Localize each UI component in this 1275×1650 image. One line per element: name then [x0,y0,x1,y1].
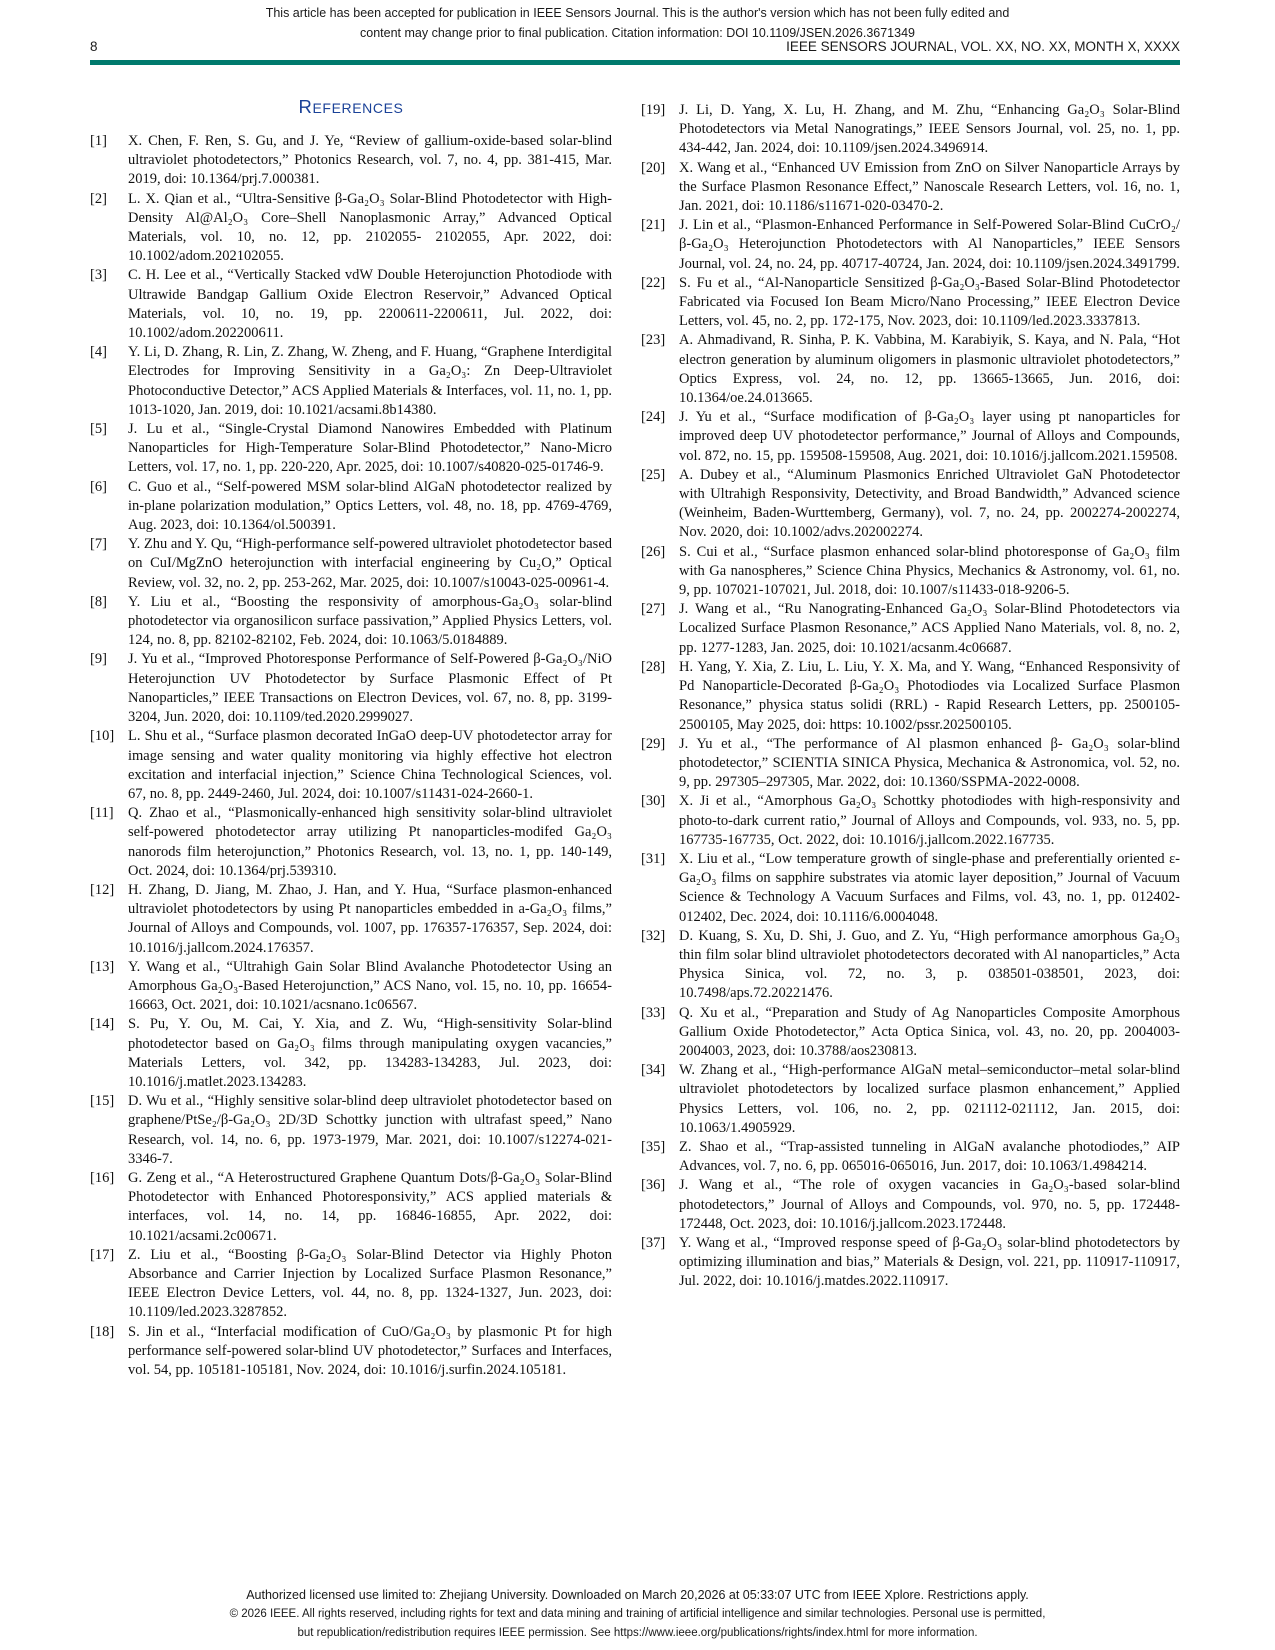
reference-number: [19] [641,102,666,118]
reference-number: [34] [641,1062,666,1079]
reference-text: S. Fu et al., “Al-Nanoparticle Sensitized β-Ga₂O₃-Based Solar-Blind Photodetector Fabricated via Focused Ion Beam Micro/Nano Processing,” IEEE Electron Device Letters, vol. 45, no. 2, pp. 172-175, Nov. 2023, doi: 10.1109/led.2023.3337813. [679,274,1180,330]
reference-text: J. Yu et al., “The performance of Al plasmon enhanced β- Ga₂O₃ solar-blind photodetector,” SCIENTIA SINICA Physica, Mechanica & Astronomica, vol. 52, no. 9, pp. 297305–297305, Mar. 2022, doi: 10.1360/SSPMA-2022-0008. [679,735,1180,791]
reference-item [90,1092,612,1169]
reference-text: C. H. Lee et al., “Vertically Stacked vdW Double Heterojunction Photodiode with Ultrawide Bandgap Gallium Oxide Electron Reservoir,” Advanced Optical Materials, vol. 10, no. 19, pp. 2200611-2200611, Jul. 2022, doi: 10.1002/adom.202200611. [128,267,612,342]
reference-text: Y. Zhu and Y. Qu, “High-performance self-powered ultraviolet photodetector based on CuI/MgZnO heterojunction with interfacial engineering by Cu₂O,” Optical Review, vol. 32, no. 2, pp. 253-262, Mar. 2025, doi: 10.1007/s10043-025-00961-4. [128,536,612,591]
reference-item [90,727,612,804]
reference-number: [29] [641,735,666,752]
reference-text: H. Zhang, D. Jiang, M. Zhao, J. Han, and Y. Hua, “Surface plasmon-enhanced ultraviolet photodetectors by using Pt nanoparticles embedded in a-Ga₂O₃ films,” Journal of Alloys and Compounds, vol. 1007, pp. 176357-176357, Sep. 2024, doi: 10.1016/j.jallcom.2024.176357. [128,881,612,956]
reference-number: [31] [641,850,666,867]
references-column-left [90,96,612,1380]
references-list-right [641,101,1180,1292]
reference-item [641,658,1180,735]
reference-item [641,159,1180,217]
reference-text: J. Wang et al., “The role of oxygen vacancies in Ga₂O₃-based solar-blind photodetectors,” Journal of Alloys and Compounds, vol. 970, no. 5, pp. 172448-172448, Oct. 2023, doi: 10.1016/j.jallcom.2023.172448. [679,1177,1180,1232]
reference-item [90,478,612,536]
reference-item [641,1004,1180,1062]
reference-number: [25] [641,466,666,483]
reference-number: [21] [641,217,666,234]
reference-number: [24] [641,409,666,426]
reference-text: Q. Zhao et al., “Plasmonically-enhanced high sensitivity solar-blind ultraviolet self-powered photodetector array utilizing Pt nanoparticles-modifed Ga₂O₃ nanorods film heterojunction,” Photonics Research, vol. 13, no. 1, pp. 140-149, Oct. 2024, doi: 10.1364/prj.539310. [128,805,612,879]
reference-item [641,1176,1180,1234]
reference-item [90,343,612,420]
reference-number: [33] [641,1004,666,1021]
reference-text: X. Chen, F. Ren, S. Gu, and J. Ye, “Review of gallium-oxide-based solar-blind ultraviolet photodetectors,” Photonics Research, vol. 7, no. 4, pp. 381-415, Mar. 2019, doi: 10.1364/prj.7.000381. [128,133,612,188]
reference-text: A. Dubey et al., “Aluminum Plasmonics Enriched Ultraviolet GaN Photodetector with Ultrahigh Responsivity, Detectivity, and Broad Bandwidth,” Advanced science (Weinheim, Baden-Wurttemberg, Germany), vol. 7, no. 24, pp. 2002274-2002274, Nov. 2020, doi: 10.1002/advs.202002274. [679,466,1180,541]
reference-item [90,420,612,478]
reference-item [641,1138,1180,1176]
reference-item [90,190,612,267]
reference-number: [26] [641,543,666,560]
reference-number: [13] [90,958,115,975]
reference-number: [9] [90,651,107,668]
reference-item [641,274,1180,332]
reference-number: [18] [90,1323,115,1340]
reference-text: Y. Liu et al., “Boosting the responsivity of amorphous-Ga₂O₃ solar-blind photodetector via organosilicon surface passivation,” Applied Physics Letters, vol. 124, no. 8, pp. 82102-82102, Feb. 2024, doi: 10.1063/5.0184889. [128,593,612,649]
page-header [90,39,1180,54]
journal-header: IEEE SENSORS JOURNAL, VOL. XX, NO. XX, MONTH X, XXXX [786,39,1180,54]
reference-number: [28] [641,658,666,675]
reference-text: X. Wang et al., “Enhanced UV Emission from ZnO on Silver Nanoparticle Arrays by the Surface Plasmon Resonance Effect,” Nanoscale Research Letters, vol. 16, no. 1, Jan. 2021, doi: 10.1186/s11671-020-03470-2. [679,159,1180,215]
reference-item [641,331,1180,408]
reference-text: S. Pu, Y. Ou, M. Cai, Y. Xia, and Z. Wu, “High-sensitivity Solar-blind photodetector based on Ga₂O₃ films through manipulating oxygen vacancies,” Materials Letters, vol. 342, pp. 134283-134283, Jul. 2023, doi: 10.1016/j.matlet.2023.134283. [128,1016,612,1090]
reference-number: [35] [641,1138,666,1155]
reference-item [641,408,1180,466]
reference-item [641,735,1180,793]
reference-number: [2] [90,190,107,207]
reference-item [90,1323,612,1381]
reference-item [90,535,612,593]
reference-text: J. Wang et al., “Ru Nanograting-Enhanced Ga₂O₃ Solar-Blind Photodetectors via Localized Surface Plasmon Resonance,” ACS Applied Nano Materials, vol. 8, no. 2, pp. 1277-1283, Jan. 2025, doi: 10.1021/acsanm.4c06687. [679,601,1180,656]
reference-number: [1] [90,133,107,149]
reference-text: H. Yang, Y. Xia, Z. Liu, L. Liu, Y. X. Ma, and Y. Wang, “Enhanced Responsivity of Pd Nanoparticle-Decorated β-Ga₂O₃ Photodiodes via Localized Surface Plasmon Resonance,” physica status solidi (RRL) - Rapid Research Letters, pp. 2500105-2500105, May 2025, doi: https: 10.1002/pssr.202500105. [679,658,1180,733]
reference-number: [8] [90,593,107,610]
reference-text: X. Liu et al., “Low temperature growth of single-phase and preferentially oriented ε-Ga₂O₃ films on sapphire substrates via atomic layer deposition,” Journal of Vacuum Science & Technology A Vacuum Surfaces and Films, vol. 43, no. 1, pp. 012402-012402, Dec. 2024, doi: 10.1116/6.0004048. [679,850,1180,925]
reference-text: D. Kuang, S. Xu, D. Shi, J. Guo, and Z. Yu, “High performance amorphous Ga₂O₃ thin film solar blind ultraviolet photodetectors decorated with Al nanoparticles,” Acta Physica Sinica, vol. 72, no. 3, p. 038501-038501, 2023, doi: 10.7498/aps.72.20221476. [679,927,1180,1002]
reference-text: Y. Wang et al., “Ultrahigh Gain Solar Blind Avalanche Photodetector Using an Amorphous Ga₂O₃-Based Heterojunction,” ACS Nano, vol. 15, no. 10, pp. 16654-16663, Oct. 2021, doi: 10.1021/acsnano.1c06567. [128,958,612,1014]
reference-number: [10] [90,728,115,745]
reference-text: D. Wu et al., “Highly sensitive solar-blind deep ultraviolet photodetector based on graphene/PtSe₂/β-Ga₂O₃ 2D/3D Schottky junction with ultrafast speed,” Nano Research, vol. 14, no. 6, pp. 1973-1979, Mar. 2021, doi: 10.1007/s12274-021-3346-7. [128,1093,612,1167]
reference-text: J. Lin et al., “Plasmon-Enhanced Performance in Self-Powered Solar-Blind CuCrO₂/β-Ga₂O₃ Heterojunction Photodetectors with Al Nanoparticles,” IEEE Sensors Journal, vol. 24, no. 24, pp. 40717-40724, Jan. 2024, doi: 10.1109/jsen.2024.3491799. [679,217,1180,272]
reference-item [641,850,1180,927]
reference-number: [32] [641,927,666,944]
reference-text: Y. Wang et al., “Improved response speed of β-Ga₂O₃ solar-blind photodetectors by optimizing illumination and bias,” Materials & Design, vol. 221, pp. 110917-110917, Jul. 2022, doi: 10.1016/j.matdes.2022.110917. [679,1234,1180,1290]
reference-text: J. Lu et al., “Single-Crystal Diamond Nanowires Embedded with Platinum Nanoparticles for High-Temperature Solar-Blind Photodetector,” Nano-Micro Letters, vol. 17, no. 1, pp. 220-220, Apr. 2025, doi: 10.1007/s40820-025-01746-9. [128,421,612,476]
page-footer [0,1585,1275,1643]
reference-number: [5] [90,421,107,438]
acceptance-notice-line2: content may change prior to final publication. Citation information: DOI 10.1109/JSEN.2026.3671349 [360,26,915,40]
reference-item [90,1246,612,1323]
reference-number: [30] [641,793,666,810]
reference-item [90,1169,612,1246]
footer-permission-line: but republication/redistribution requires IEEE permission. See https://www.ieee.org/publications/rights/index.html for more information. [297,1627,978,1639]
reference-text: G. Zeng et al., “A Heterostructured Graphene Quantum Dots/β-Ga₂O₃ Solar-Blind Photodetector with Enhanced Photoresponsivity,” ACS applied materials & interfaces, vol. 14, no. 14, pp. 16846-16855, Apr. 2022, doi: 10.1021/acsami.2c00671. [128,1169,612,1244]
reference-text: Q. Xu et al., “Preparation and Study of Ag Nanoparticles Composite Amorphous Gallium Oxide Photodetector,” Acta Optica Sinica, vol. 43, no. 20, pp. 2004003-2004003, 2023, doi: 10.3788/aos230813. [679,1004,1180,1059]
reference-item [90,593,612,651]
reference-number: [36] [641,1177,666,1194]
reference-number: [16] [90,1169,115,1186]
reference-number: [12] [90,881,115,898]
reference-text: Y. Li, D. Zhang, R. Lin, Z. Zhang, W. Zheng, and F. Huang, “Graphene Interdigital Electrodes for Improving Sensitivity in a Ga₂O₃: Zn Deep-Ultraviolet Photoconductive Detector,” ACS Applied Materials & Interfaces, vol. 11, no. 1, pp. 1013-1020, Jan. 2019, doi: 10.1021/acsami.8b14380. [128,344,612,418]
reference-item [641,466,1180,543]
reference-item [90,132,612,190]
reference-number: [17] [90,1246,115,1263]
reference-item [90,650,612,727]
reference-text: J. Li, D. Yang, X. Lu, H. Zhang, and M. Zhu, “Enhancing Ga₂O₃ Solar-Blind Photodetectors via Metal Nanogratings,” IEEE Sensors Journal, vol. 25, no. 1, pp. 434-442, Jan. 2024, doi: 10.1109/jsen.2024.3496914. [679,102,1180,157]
reference-number: [7] [90,536,107,553]
header-rule [90,60,1180,65]
reference-text: C. Guo et al., “Self-powered MSM solar-blind AlGaN photodetector realized by in-plane polarization modulation,” Optics Letters, vol. 48, no. 18, pp. 4769-4769, Aug. 2023, doi: 10.1364/ol.500391. [128,478,612,534]
footer-license-line: Authorized licensed use limited to: Zhejiang University. Downloaded on March 20,2026 at 05:33:07 UTC from IEEE Xplore. Restrictions apply. [246,1588,1029,1602]
reference-text: X. Ji et al., “Amorphous Ga₂O₃ Schottky photodiodes with high-responsivity and photo-to-dark current ratio,” Journal of Alloys and Compounds, vol. 933, no. 5, pp. 167735-167735, Oct. 2022, doi: 10.1016/j.jallcom.2022.167735. [679,793,1180,848]
reference-text: A. Ahmadivand, R. Sinha, P. K. Vabbina, M. Karabiyik, S. Kaya, and N. Pala, “Hot electron generation by aluminum oligomers in plasmonic ultraviolet photodetectors,” Optics Express, vol. 24, no. 12, pp. 13665-13665, Jun. 2016, doi: 10.1364/oe.24.013665. [679,332,1180,407]
reference-item [641,792,1180,850]
reference-number: [4] [90,344,107,361]
references-list-left [90,132,612,1380]
reference-text: J. Yu et al., “Surface modification of β-Ga₂O₃ layer using pt nanoparticles for improved deep UV photodetector performance,” Journal of Alloys and Compounds, vol. 872, no. 15, pp. 159508-159508, Aug. 2021, doi: 10.1016/j.jallcom.2021.159508. [679,409,1180,464]
reference-item [641,216,1180,274]
reference-item [641,600,1180,658]
reference-text: Z. Shao et al., “Trap-assisted tunneling in AlGaN avalanche photodiodes,” AIP Advances, vol. 7, no. 6, pp. 065016-065016, Jun. 2017, doi: 10.1063/1.4984214. [679,1138,1180,1175]
reference-item [90,804,612,881]
reference-item [90,958,612,1016]
reference-item [90,1015,612,1092]
references-column-right [641,101,1180,1292]
reference-item [641,543,1180,601]
reference-number: [27] [641,601,666,618]
reference-number: [11] [90,805,114,822]
reference-item [641,1234,1180,1292]
reference-text: L. Shu et al., “Surface plasmon decorated InGaO deep-UV photodetector array for image sensing and water quality monitoring via highly effective hot electron excitation and interfacial injection,” Science China Technological Sciences, vol. 67, no. 8, pp. 2449-2460, Jul. 2024, doi: 10.1007/s11431-024-2660-1. [128,728,612,802]
reference-text: W. Zhang et al., “High-performance AlGaN metal–semiconductor–metal solar-blind ultraviolet photodetectors by localized surface plasmon enhancement,” Applied Physics Letters, vol. 106, no. 2, pp. 021112-021112, Jan. 2015, doi: 10.1063/1.4905929. [679,1062,1180,1136]
reference-item [90,881,612,958]
reference-text: J. Yu et al., “Improved Photoresponse Performance of Self-Powered β-Ga₂O₃/NiO Heterojunction UV Photodetector by Surface Plasmonic Effect of Pt Nanoparticles,” IEEE Transactions on Electron Devices, vol. 67, no. 8, pp. 3199-3204, Jun. 2020, doi: 10.1109/ted.2020.2999027. [128,651,612,726]
reference-number: [14] [90,1016,115,1033]
acceptance-notice [0,3,1275,43]
page-number: 8 [90,39,98,54]
reference-number: [6] [90,478,107,495]
reference-text: S. Jin et al., “Interfacial modification of CuO/Ga₂O₃ by plasmonic Pt for high performance self-powered solar-blind UV photodetector,” Surfaces and Interfaces, vol. 54, pp. 105181-105181, Nov. 2024, doi: 10.1016/j.surfin.2024.105181. [128,1323,612,1378]
reference-number: [3] [90,267,107,284]
reference-number: [22] [641,274,666,291]
reference-number: [23] [641,332,666,349]
reference-number: [20] [641,159,666,176]
reference-text: S. Cui et al., “Surface plasmon enhanced solar-blind photoresponse of Ga₂O₃ film with Ga nanospheres,” Science China Physics, Mechanics & Astronomy, vol. 61, no. 9, pp. 107021-107021, Jul. 2018, doi: 10.1007/s11433-018-9206-5. [679,543,1180,599]
reference-number: [37] [641,1234,666,1251]
reference-item [90,266,612,343]
reference-text: L. X. Qian et al., “Ultra-Sensitive β-Ga₂O₃ Solar-Blind Photodetector with High-Density Al@Al₂O₃ Core–Shell Nanoplasmonic Array,” Advanced Optical Materials, vol. 10, no. 12, pp. 2102055- 2102055, Apr. 2022, doi: 10.1002/adom.202102055. [128,190,612,265]
reference-number: [15] [90,1093,115,1110]
footer-copyright-line: © 2026 IEEE. All rights reserved, including rights for text and data mining and training of artificial intelligence and similar technologies. Personal use is permitted, [229,1608,1046,1620]
reference-item [641,1061,1180,1138]
reference-text: Z. Liu et al., “Boosting β-Ga₂O₃ Solar-Blind Detector via Highly Photon Absorbance and Carrier Injection by Localized Surface Plasmon Resonance,” IEEE Electron Device Letters, vol. 44, no. 8, pp. 1324-1327, Jun. 2023, doi: 10.1109/led.2023.3287852. [128,1246,612,1321]
reference-item [641,927,1180,1004]
acceptance-notice-line1: This article has been accepted for publication in IEEE Sensors Journal. This is the author's version which has not been fully edited and [265,6,1010,20]
reference-item [641,101,1180,159]
references-heading: REFERENCES [298,96,404,117]
